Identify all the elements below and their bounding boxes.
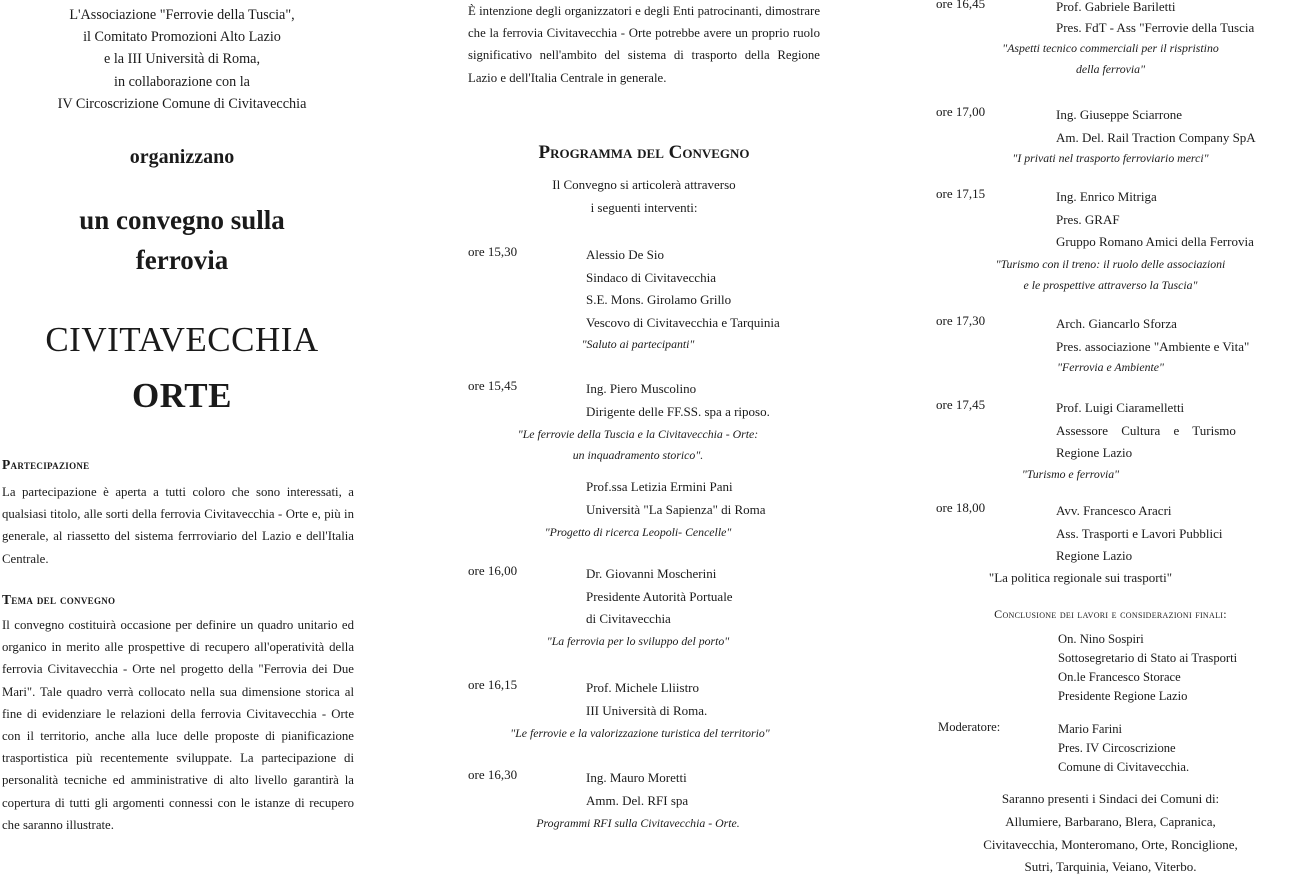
- talk-title-line: "Saluto ai partecipanti": [581, 337, 695, 351]
- column-right: [930, 0, 1291, 885]
- intro-line: in collaborazione con la: [114, 73, 250, 90]
- speaker-line: Pres. associazione "Ambiente e Vita": [1056, 338, 1250, 354]
- mayors-line: Sutri, Tarquinia, Veiano, Viterbo.: [1024, 859, 1197, 875]
- speaker-line: Ing. Piero Muscolino: [586, 381, 697, 396]
- convegno-title: [0, 200, 364, 280]
- mayors-line: Saranno presenti i Sindaci dei Comuni di:: [1001, 791, 1220, 806]
- speaker-line: Ing. Mauro Moretti: [586, 770, 687, 785]
- talk-title-line: "Progetto di ricerca Leopoli- Cencelle": [544, 525, 732, 539]
- speaker-line: Gruppo Romano Amici della Ferrovia: [1056, 234, 1254, 249]
- speaker-block: [1056, 104, 1256, 149]
- speaker-block: [586, 677, 707, 722]
- programma-sub-line: i seguenti interventi:: [590, 199, 698, 215]
- talk-title-line: Programmi RFI sulla Civitavecchia - Orte.: [536, 816, 740, 830]
- city-title-orte: ORTE: [132, 376, 232, 415]
- moderator-label: Moderatore:: [938, 720, 1001, 734]
- speaker-line: Arch. Giancarlo Sforza: [1056, 316, 1177, 331]
- speaker-block: [586, 476, 766, 521]
- speaker-line: Alessio De Sio: [586, 247, 664, 262]
- talk-title: [930, 148, 1291, 169]
- session-time: ore 16,15: [468, 677, 518, 692]
- convegno-line: un convegno sulla: [79, 205, 285, 235]
- speaker-line: Pres. GRAF: [1056, 211, 1120, 227]
- speaker-line: Pres. FdT - Ass "Ferrovie della Tuscia: [1056, 20, 1255, 35]
- speaker-line: Ass. Trasporti e Lavori Pubblici: [1056, 525, 1223, 541]
- session-time: ore 17,30: [936, 313, 986, 328]
- talk-title: [930, 38, 1291, 80]
- talk-title-line: "La ferrovia per lo sviluppo del porto": [546, 634, 730, 648]
- speaker-block: [1056, 397, 1236, 465]
- talk-title-line: "Turismo e ferrovia": [1021, 467, 1120, 481]
- speaker-line: Ing. Enrico Mitriga: [1056, 189, 1157, 204]
- speaker-line: Dirigente delle FF.SS. spa a riposo.: [586, 403, 770, 419]
- speaker-block: [586, 767, 688, 812]
- speaker-line: On. Nino Sospiri: [1058, 632, 1144, 646]
- speaker-line: Regione Lazio: [1056, 445, 1133, 460]
- speaker-block: [1056, 0, 1254, 38]
- speaker-line: Presidente Regione Lazio: [1058, 689, 1188, 703]
- column-left: [0, 0, 360, 885]
- programma-heading: Programma del Convegno: [538, 142, 750, 163]
- partecipazione-text: La partecipazione è aperta a tutti coloro che sono interessati, a qualsiasi titolo, alle sorti della ferrovia Civitavecchia - Orte e, più in generale, al riassetto del sistema ferrroviario del Lazio e dell'Italia Centrale.: [2, 485, 354, 566]
- session-time: ore 17,00: [936, 104, 986, 119]
- talk-title-line: "Aspetti tecnico commerciali per il rispristino: [1002, 41, 1219, 55]
- speaker-line: On.le Francesco Storace: [1058, 670, 1181, 684]
- intro-line: IV Circoscrizione Comune di Civitavecchia: [57, 95, 307, 112]
- intent-text: È intenzione degli organizzatori e degli Enti patrocinanti, dimostrare che la ferrovia Civitavecchia - Orte potrebbe avere un proprio ruolo significativo nell'ambito del sistema di trasporto della Regione Lazio e dell'Italia Centrale in generale.: [468, 4, 820, 85]
- moderator-line: Comune di Civitavecchia.: [1058, 760, 1190, 774]
- talk-title-line: "Turismo con il treno: il ruolo delle associazioni: [995, 257, 1226, 271]
- moderator-block: [1058, 720, 1189, 777]
- tema-text: Il convegno costituirà occasione per definire un quadro unitario ed organico in merito alle prospettive di recupero all'operatività della ferrovia Civitavecchia - Orte nel progetto della "Ferrovia dei Due Mari". Tale quadro verrà collocato nella sua dimensione storica al fine di evidenziare le relazioni della ferrovia Civitavecchia - Orte con il territorio, anche alla luce delle proposte di pianificazione trasportistica più recentemente sviluppate. La partecipazione di personalità tecniche ed amministrative di alto livello garantirà la copertura di tutti gli argomenti connessi con le istanze di recupero che saranno illustrate.: [2, 618, 354, 832]
- speaker-block: [586, 244, 780, 334]
- speaker-block: [1058, 630, 1237, 706]
- talk-title: [462, 334, 814, 355]
- talk-title-line: "I privati nel trasporto ferroviario merci": [1012, 151, 1209, 165]
- speaker-line: Regione Lazio: [1056, 548, 1133, 563]
- session-time: ore 17,15: [936, 186, 986, 201]
- session-time: ore 16,30: [468, 767, 518, 782]
- session-time: ore 16,45: [936, 0, 986, 11]
- talk-title-line: "La politica regionale sui trasporti": [988, 570, 1173, 585]
- organize-heading: organizzano: [129, 146, 235, 168]
- speaker-block: [1056, 313, 1249, 358]
- talk-title-line: "Le ferrovie e la valorizzazione turistica del territorio": [510, 726, 770, 740]
- speaker-block: [586, 563, 733, 631]
- intro-line: il Comitato Promozioni Alto Lazio: [83, 29, 281, 46]
- tema-heading: Tema del convegno: [2, 592, 116, 607]
- talk-title: [462, 813, 814, 834]
- talk-title: [900, 567, 1261, 588]
- speaker-line: Prof. Luigi Ciaramelletti: [1056, 400, 1185, 415]
- moderator-line: Mario Farini: [1058, 722, 1123, 736]
- session-time: ore 18,00: [936, 500, 986, 515]
- convegno-line: ferrovia: [135, 245, 229, 275]
- mayors-note: [930, 788, 1291, 879]
- speaker-line: Prof. Gabriele Bariletti: [1056, 0, 1176, 14]
- talk-title: [930, 357, 1291, 378]
- intro-line: L'Associazione "Ferrovie della Tuscia",: [69, 7, 295, 23]
- city-title-civitavecchia: CIVITAVECCHIA: [45, 320, 319, 359]
- talk-title: [930, 254, 1291, 296]
- speaker-line: Dr. Giovanni Moscherini: [586, 566, 717, 581]
- talk-title: [462, 424, 814, 466]
- session-time: ore 17,45: [936, 397, 986, 412]
- speaker-line: Assessore Cultura e Turismo: [1056, 422, 1236, 438]
- talk-title: [890, 464, 1251, 485]
- speaker-line: di Civitavecchia: [586, 611, 671, 626]
- speaker-line: III Università di Roma.: [586, 702, 708, 718]
- talk-title-line: "Ferrovia e Ambiente": [1057, 360, 1164, 374]
- talk-title-line: "Le ferrovie della Tuscia e la Civitavecchia - Orte:: [517, 427, 759, 441]
- speaker-line: Amm. Del. RFI spa: [586, 792, 689, 808]
- speaker-line: Università "La Sapienza" di Roma: [586, 501, 766, 517]
- speaker-line: Prof.ssa Letizia Ermini Pani: [586, 479, 733, 494]
- speaker-line: Sindaco di Civitavecchia: [586, 269, 716, 285]
- talk-title-line: della ferrovia": [1075, 62, 1146, 76]
- moderator-line: Pres. IV Circoscrizione: [1058, 741, 1176, 755]
- session-time: ore 15,45: [468, 378, 518, 393]
- speaker-line: Ing. Giuseppe Sciarrone: [1056, 107, 1182, 122]
- talk-title: [462, 522, 814, 543]
- mayors-line: Allumiere, Barbarano, Blera, Capranica,: [1005, 813, 1216, 829]
- speaker-line: Prof. Michele Lliistro: [586, 680, 700, 695]
- speaker-line: Sottosegretario di Stato ai Trasporti: [1058, 651, 1238, 665]
- speaker-line: Am. Del. Rail Traction Company SpA: [1056, 129, 1256, 145]
- column-middle: [468, 0, 830, 885]
- mayors-line: Civitavecchia, Monteromano, Orte, Ronciglione,: [983, 836, 1238, 852]
- programma-subtitle: [468, 174, 820, 219]
- speaker-line: Avv. Francesco Aracri: [1056, 503, 1172, 518]
- intro-line: e la III Università di Roma,: [103, 51, 260, 68]
- speaker-line: Presidente Autorità Portuale: [586, 588, 733, 604]
- talk-title-line: un inquadramento storico".: [572, 448, 704, 462]
- speaker-block: [1056, 500, 1222, 568]
- talk-title: [462, 631, 814, 652]
- talk-title: [464, 723, 816, 744]
- session-time: ore 15,30: [468, 244, 518, 259]
- speaker-line: S.E. Mons. Girolamo Grillo: [586, 292, 732, 307]
- talk-title-line: e le prospettive attraverso la Tuscia": [1023, 278, 1198, 292]
- speaker-block: [1056, 186, 1254, 254]
- speaker-block: [586, 378, 770, 423]
- organizers-intro: [0, 4, 364, 115]
- speaker-line: Vescovo di Civitavecchia e Tarquinia: [586, 314, 780, 330]
- programma-sub-line: Il Convegno si articolerà attraverso: [552, 177, 736, 192]
- session-time: ore 16,00: [468, 563, 518, 578]
- conclusion-heading: Conclusione dei lavori e considerazioni finali:: [994, 607, 1227, 621]
- partecipazione-heading: Partecipazione: [2, 457, 90, 472]
